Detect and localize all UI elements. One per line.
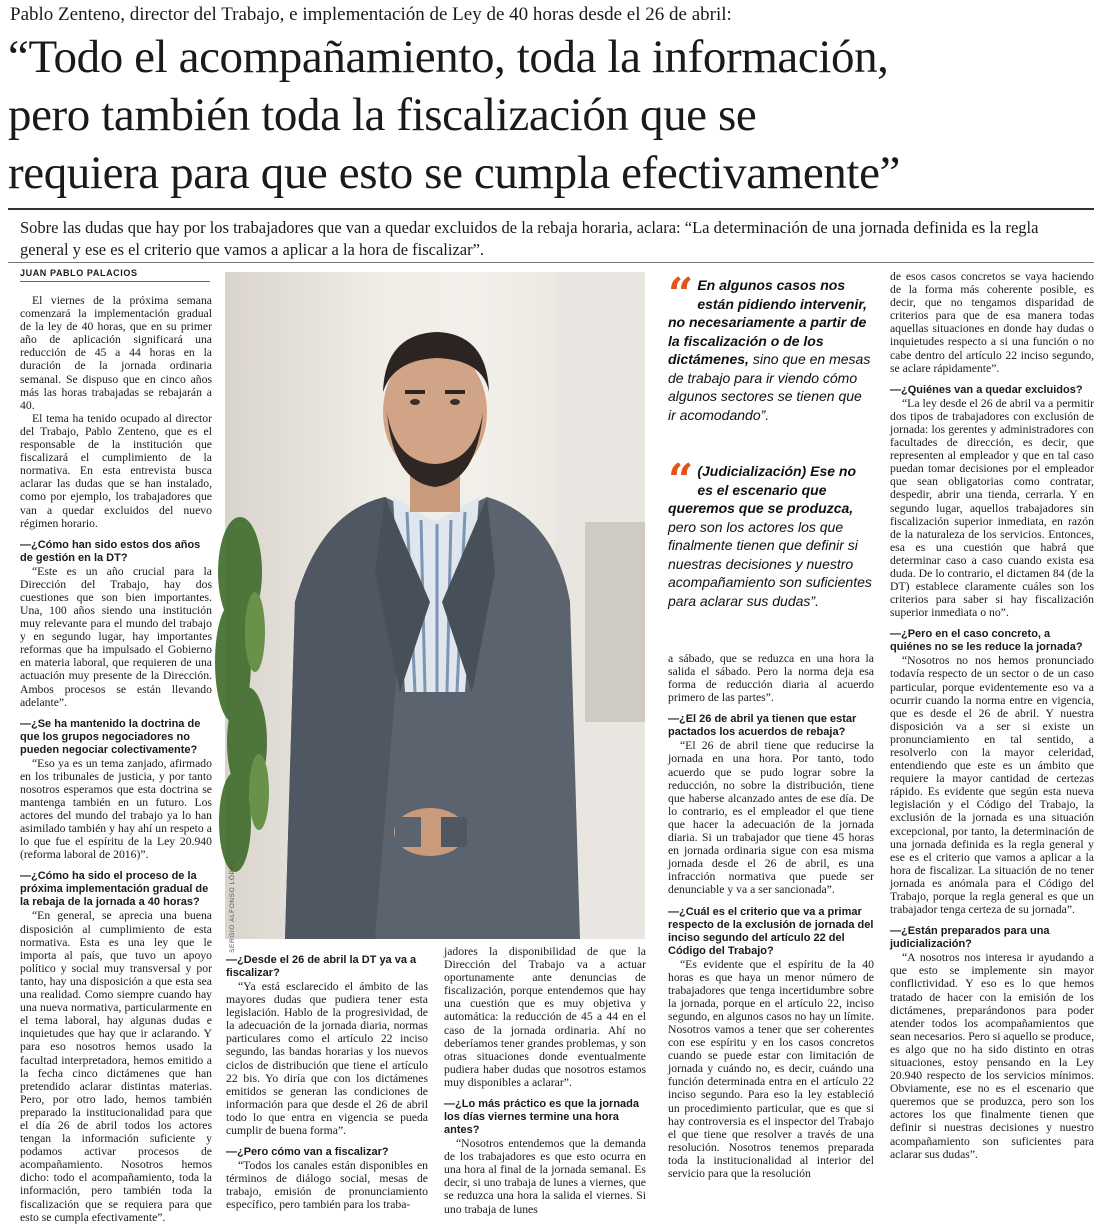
question: —¿Cómo ha sido el proceso de la próxima implementación gradual de la rebaja de la jornada a 40 horas? xyxy=(20,870,209,909)
paragraph: “Todos los canales están disponibles en términos de diálogo social, mesas de trabajo, emisión de pronunciamiento específico, pero también para los traba- xyxy=(226,1159,428,1212)
paragraph: “Nosotros no nos hemos pronunciado todavía respecto de un sector o de un caso particular, porque evidentemente eso va a ocurrir cuando la norma entre en vigencia, que es desde el 26 de abril. Y nuestra disposición va a ser si existe un pronunciamiento en tal sentido, a resolverlo con la mayor celeridad, entendiendo que este es un ámbito que requiere la mayor cantidad de certezas rápido. Es evidente que según esta nueva legislación y el Código del Trabajo, la exclusión de la jornada es una situación excepcional, por tanto, la determinación de una jornada definida es la regla general y ese es el criterio que vamos a aplicar a la hora de fiscalizar. La situación de no tener jornada es anómala para el Código del Trabajo, porque la regla general es que un trabajador tenga certeza de su jornada”. xyxy=(890,654,1094,917)
headline xyxy=(8,28,1098,202)
question: —¿Se ha mantenido la doctrina de que los grupos negociadores no pueden negociar colectivamente? xyxy=(20,717,201,756)
byline: JUAN PABLO PALACIOS xyxy=(20,268,210,282)
photo-credit: SERGIO ALFONSO LÓPEZ xyxy=(229,860,236,953)
paragraph: “Es evidente que el espíritu de la 40 horas es que haya un menor número de trabajadores que tenga incertidumbre sobre la jornada, porque en el artículo 22, inciso segundo, en algunos casos no hay un límite. Nosotros vamos a tener que ser coherentes con ese espíritu y en los casos concretos cuando se puede estar con limitación de jornada y cuándo no, es decir, cuándo una función determinada entra en el artículo 22 inciso segundo. Para eso la ley estableció un procedimiento particular, que es que si hay controversia es el inspector del Trabajo el que tiene que resolver a través de una resolución. Nosotros tenemos preparada toda la institucionalidad al interior del servicio para que la resolución xyxy=(668,957,874,1180)
article-column-2 xyxy=(226,945,428,1215)
paragraph: El tema ha tenido ocupado al director del Trabajo, Pablo Zenteno, que es el responsable de la institución que fiscalizará el cumplimiento de la normativa. En esta entrevista busca aclarar las dudas que se han instalado, como por ejemplo, los trabajadores que van a quedar excluidos del nuevo régimen horario. xyxy=(20,411,212,530)
paragraph: jadores la disponibilidad de que la Dirección del Trabajo va a actuar oportunamente ante denuncias de fiscalización, porque entendemos que hay una cuestión que es muy objetiva y automática: la reducción de 45 a 44 en el caso de la jornada ordinaria. Ahí no deberíamos tener grandes problemas, y son otras situaciones donde eventualmente pudiera haber dudas que nosotros estamos muy disponibles a aclarar”. xyxy=(444,945,646,1089)
quote-mark-icon: “ xyxy=(668,269,694,320)
article-column-3 xyxy=(444,945,646,1215)
headline-line: “Todo el acompañamiento, toda la información, xyxy=(8,31,889,83)
headline-line: pero también toda la fiscalización que se xyxy=(8,89,757,141)
pullquote-2-text: pero son los actores los que finalmente tienen que definir si nuestras decisiones y nuestro acompañamiento son suficientes para aclarar sus dudas”. xyxy=(668,518,872,609)
quote-mark-icon: “ xyxy=(668,455,694,506)
headline-rule xyxy=(8,208,1094,210)
question: —¿Pero en el caso concreto, a quiénes no se les reduce la jornada? xyxy=(890,628,1083,654)
question: —¿Pero cómo van a fiscalizar? xyxy=(226,1146,389,1159)
article-column-1 xyxy=(20,294,212,1224)
portrait-illustration xyxy=(225,272,645,939)
paragraph: a sábado, que se reduzca en una hora la salida el sábado. Pero la norma deja esa forma de reducción diaria al acuerdo primero de las partes”. xyxy=(668,652,874,705)
question: —¿Cuál es el criterio que va a primar respecto de la exclusión de jornada del inciso segundo del artículo 22 del Código del Trabajo? xyxy=(668,905,874,957)
pullquote-1 xyxy=(668,269,873,424)
article-column-5 xyxy=(890,270,1094,1216)
paragraph: “El 26 de abril tiene que reducirse la jornada en una hora. Por tanto, todo acuerdo que se pudo lograr sobre la reducción, no sobre la distribución, tiene que haberse alcanzado antes de ese día. De lo contrario, es el empleador el que tiene que hacer la adecuación de la jornada diaria. Si un trabajador que tiene 45 horas en jornada ordinaria sigue con esa misma jornada desde el 26 de abril, es una infracción normativa que puede ser denunciable y va a ser sancionada”. xyxy=(668,739,874,897)
paragraph: “La ley desde el 26 de abril va a permitir dos tipos de trabajadores con exclusión de jornada: los gerentes y administradores con facultades de dirección, es decir, que representen al empleador y que en tal caso puedan tomar decisiones por el empleador que sean obligatorias como contratar, despedir, abrir una tienda, cerrarla. Y en segundo lugar, aquellos trabajadores sin fiscalización superior inmediata, en razón de la naturaleza de los servicios. Entonces, esa es una cuestión que habrá que determinar caso a caso cuando exista esa duda. De lo contrario, el dictamen 84 (de la DT) establece claramente cuáles son los criterios para saber si hay fiscalización superior inmediata o no”. xyxy=(890,396,1094,620)
paragraph: de esos casos concretos se vaya haciendo de la forma más coherente posible, es decir, que no tengamos disparidad de criterios para que de esa manera todas aquellas situaciones en donde hay dudas o inquietudes respecto a si una función o no cabe dentro del artículo 22 inciso segundo, se aclare rápidamente”. xyxy=(890,270,1094,375)
question: —¿El 26 de abril ya tienen que estar pactados los acuerdos de rebaja? xyxy=(668,713,857,739)
paragraph: El viernes de la próxima semana comenzará la implementación gradual de la ley de 40 horas, que en su primer año de aplicación significará una reducción de 45 a 44 horas en la duración de la jornada ordinaria semanal. Se dispuso que en cinco años más las horas trabajadas se rebajarán a 40. xyxy=(20,294,212,412)
paragraph: “Ya está esclarecido el ámbito de las mayores dudas que pudiera tener esta legislación. Hablo de la progresividad, de la adecuación de la jornada diaria, normas particulares como el artículo 22 inciso segundo, las bandas horarias y los nuevos ciclos de distribución que tiene el artículo 22 bis. Yo diría que con los dictámenes emitidos se generan las condiciones de información para que desde el 26 de abril todo lo que entra en vigencia se pueda cumplir de buena forma”. xyxy=(226,980,428,1138)
paragraph: “Nosotros entendemos que la demanda de los trabajadores es que esto ocurra en una hora al final de la jornada semanal. Es decir, si uno trabaja de lunes a viernes, que se reduzca una hora la salida el viernes. Si uno trabaja de lunes xyxy=(444,1137,646,1216)
paragraph: “Eso ya es un tema zanjado, afirmado en los tribunales de justicia, y por tanto nosotros esperamos que esta doctrina se mantenga también en un futuro. Los actores del mundo del trabajo ya lo han asimilado también y hay ahí un respeto a lo que fue el espíritu de la Ley 20.940 (reforma laboral de 2016)”. xyxy=(20,756,212,862)
question: —¿Lo más práctico es que la jornada los días viernes termine una hora antes? xyxy=(444,1098,639,1137)
paragraph: “A nosotros nos interesa ir ayudando a que esto se implemente sin mayor conflictividad. Y eso es lo que hemos tratado de hacer con la emisión de los dictámenes, preparándonos para poder atender todos los acompañamientos que sean necesarios. Pero si aquello se produce, es algo que no ha sido distinto en otras situaciones, estoy pensando en la Ley 20.940 respecto de los servicios mínimos. Obviamente, ese no es el escenario que queremos que se produzca, pero son los actores los que finalmente tienen que definir si nuestras decisiones y nuestro acompañamiento son suficientes para aclarar sus dudas”. xyxy=(890,951,1094,1161)
kicker: Pablo Zenteno, director del Trabajo, e implementación de Ley de 40 horas desde el 26 de abril: xyxy=(10,4,732,25)
question: —¿Están preparados para una judicialización? xyxy=(890,925,1050,951)
question: —¿Desde el 26 de abril la DT ya va a fiscalizar? xyxy=(226,954,417,979)
portrait-photo xyxy=(225,272,645,939)
pullquote-1-bold: En algunos casos nos están pidiendo intervenir, no necesariamente a partir de la fiscalización o de los dictámenes, xyxy=(668,277,867,367)
question: —¿Cómo han sido estos dos años de gestión en la DT? xyxy=(20,538,201,564)
lead-rule xyxy=(8,262,1094,263)
paragraph: “Este es un año crucial para la Dirección del Trabajo, hay dos cuestiones que son bien importantes. Una, 100 años siendo una institución muy relevante para el mundo del trabajo y en segundo lugar, hay importantes reformas que ha impulsado el Gobierno en materia laboral, que requieren de una actuación muy presente de la Dirección. Ambos procesos se están llevando adelante”. xyxy=(20,564,212,709)
pullquote-2-bold: (Judicialización) Ese no es el escenario que queremos que se produzca, xyxy=(668,463,857,516)
article-column-4 xyxy=(668,652,874,1217)
question: —¿Quiénes van a quedar excluidos? xyxy=(890,383,1083,396)
headline-line: requiera para que esto se cumpla efectivamente” xyxy=(8,147,900,199)
pullquote-1-text: sino que en mesas de trabajo para ir viendo cómo algunos sectores se tienen que ir acomodando”. xyxy=(668,351,871,423)
lead-paragraph: Sobre las dudas que hay por los trabajadores que van a quedar excluidos de la rebaja horaria, aclara: “La determinación de una jornada definida es la regla general y ese es el criterio que vamos a aplicar a la hora de fiscalizar”. xyxy=(20,218,1039,259)
paragraph: “En general, se aprecia una buena disposición al cumplimiento de esta normativa. Esta es una ley que le importa al país, que tuvo un apoyo político y social muy transversal y por tanto, hay una disposición a que esta sea una realidad. Como siempre cuando hay una nueva normativa, particularmente en el tema laboral, hay algunas dudas e inquietudes que hay que ir aclarando. Y para eso nosotros hemos usado la facultad interpretadora, hemos emitido a la fecha cinco dictámenes que han pretendido aclarar distintas materias. Pero, por otro lado, hemos también preparado la institucionalidad para que el día 26 de abril todos los actores tengan la información suficiente y podamos activar procesos de acompañamiento. Nosotros hemos dicho: todo el acompañamiento, toda la información, pero también toda la fiscalización que se requiera para que esto se cumpla efectivamente”. xyxy=(20,909,212,1224)
pullquote-2 xyxy=(668,455,873,610)
